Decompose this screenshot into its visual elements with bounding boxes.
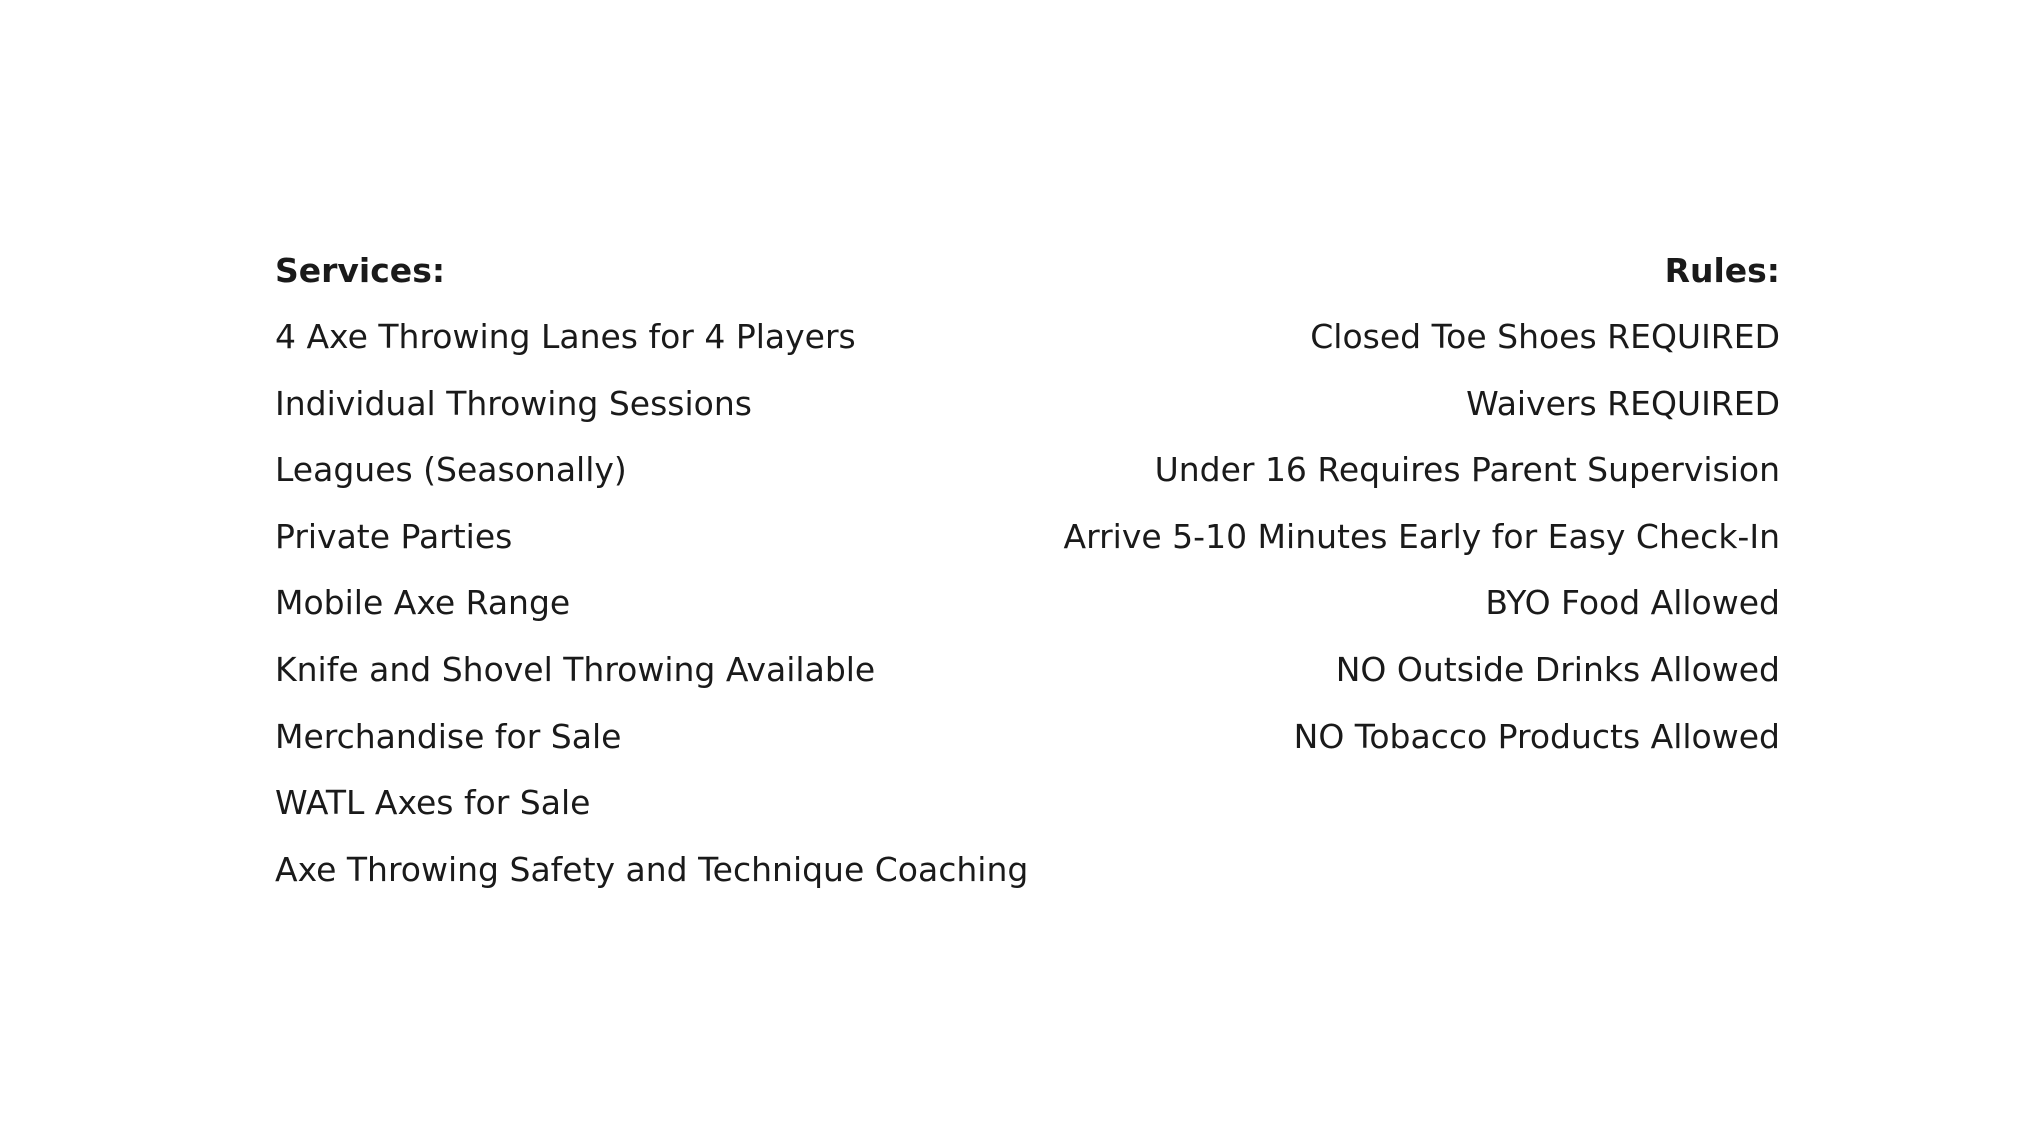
rule-item: Closed Toe Shoes REQUIRED [1310, 317, 1780, 356]
rule-item: Waivers REQUIRED [1466, 383, 1780, 423]
rule-item: Arrive 5-10 Minutes Early for Easy Check-In [1063, 516, 1780, 556]
services-heading: Services: [275, 251, 446, 290]
rule-item: NO Tobacco Products Allowed [1293, 716, 1780, 756]
rule-item: Under 16 Requires Parent Supervision [1154, 450, 1780, 490]
service-item: Mobile Axe Range [275, 583, 571, 623]
rule-item: NO Outside Drinks Allowed [1335, 649, 1780, 689]
rules-heading: Rules: [1664, 251, 1780, 290]
service-item: Leagues (Seasonally) [275, 450, 627, 490]
service-item: Axe Throwing Safety and Technique Coaching [275, 849, 1029, 889]
service-item: Private Parties [275, 516, 513, 556]
service-item: Merchandise for Sale [275, 716, 622, 756]
rule-item: BYO Food Allowed [1485, 583, 1780, 623]
rules-section [880, 238, 1780, 770]
service-item: WATL Axes for Sale [275, 783, 591, 823]
service-item: Knife and Shovel Throwing Available [275, 649, 876, 689]
service-item: Individual Throwing Sessions [275, 383, 752, 423]
service-item: 4 Axe Throwing Lanes for 4 Players [275, 317, 856, 356]
